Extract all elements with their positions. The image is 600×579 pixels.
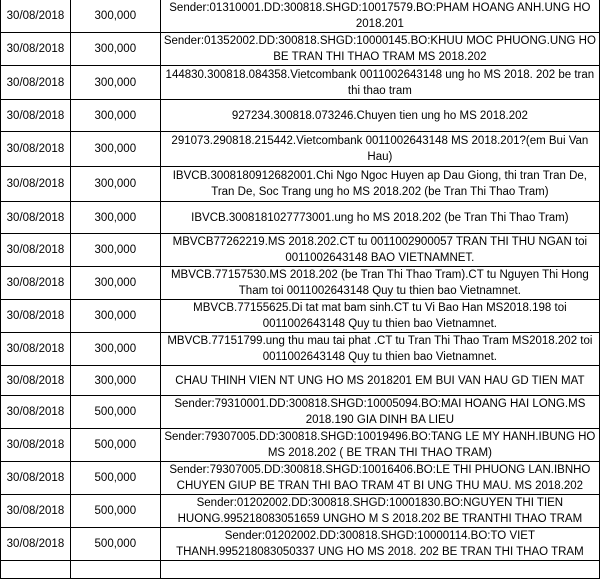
- cell-description: Sender:01202002.DD:300818.SHGD:10000114.BO:TO VIET THANH.995218083050337 UNG HO MS 2018. 202 BE TRAN THI THAO TRAM: [160, 528, 599, 561]
- cell-amount: 500,000: [70, 396, 160, 429]
- table-row: [1, 234, 600, 267]
- transactions-body: [1, 0, 600, 579]
- cell-amount: 300,000: [70, 202, 160, 234]
- cell-amount: 500,000: [70, 429, 160, 462]
- cell-description: Sender:79310001.DD:300818.SHGD:10005094.BO:MAI HOANG HAI LONG.MS 2018.190 GIA DINH BA LIEU: [160, 396, 599, 429]
- cell-date: 30/08/2018: [1, 396, 71, 429]
- cell-date: 30/08/2018: [1, 528, 71, 561]
- table-row: [1, 333, 600, 366]
- cell-date: 30/08/2018: [1, 300, 71, 333]
- table-row: [1, 528, 600, 561]
- table-row: [1, 100, 600, 132]
- table-row: [1, 167, 600, 202]
- cell-amount: 300,000: [70, 0, 160, 33]
- cell-description: MBVCB.77155625.Di tat mat bam sinh.CT tu Vi Bao Han MS2018.198 toi 0011002643148 Quy tu thien bao Vietnamnet.: [160, 300, 599, 333]
- cell-date: 30/08/2018: [1, 167, 71, 202]
- cell-description: CHAU THINH VIEN NT UNG HO MS 2018201 EM BUI VAN HAU GD TIEN MAT: [160, 366, 599, 396]
- cell-date: 30/08/2018: [1, 0, 71, 33]
- cell-amount: 300,000: [70, 167, 160, 202]
- cell-description: Sender:01310001.DD:300818.SHGD:10017579.BO:PHAM HOANG ANH.UNG HO 2018.201: [160, 0, 599, 33]
- table-row: [1, 561, 600, 579]
- table-row: [1, 0, 600, 33]
- cell-date: 30/08/2018: [1, 202, 71, 234]
- table-row: [1, 462, 600, 495]
- cell-amount: 300,000: [70, 333, 160, 366]
- cell-amount: 500,000: [70, 462, 160, 495]
- cell-date: [1, 561, 71, 579]
- cell-amount: 300,000: [70, 132, 160, 167]
- cell-date: 30/08/2018: [1, 100, 71, 132]
- cell-description: MBVCB.77157530.MS 2018.202 (be Tran Thi Thao Tram).CT tu Nguyen Thi Hong Tham toi 0011002643148 Quy tu thien bao Vietnamnet.: [160, 267, 599, 300]
- cell-date: 30/08/2018: [1, 462, 71, 495]
- cell-date: 30/08/2018: [1, 495, 71, 528]
- cell-date: 30/08/2018: [1, 132, 71, 167]
- table-row: [1, 366, 600, 396]
- cell-amount: 300,000: [70, 234, 160, 267]
- cell-amount: 500,000: [70, 528, 160, 561]
- cell-description: MBVCB.77151799.ung thu mau tai phat .CT tu Tran Thi Thao Tram MS2018.202 toi 0011002643148 Quy tu thien bao Vietnamnet.: [160, 333, 599, 366]
- cell-date: 30/08/2018: [1, 429, 71, 462]
- table-row: [1, 66, 600, 100]
- cell-date: 30/08/2018: [1, 267, 71, 300]
- cell-description: Sender:79307005.DD:300818.SHGD:10019496.BO:TANG LE MY HANH.IBUNG HO MS 2018.202 ( BE TRAN THI THAO TRAM): [160, 429, 599, 462]
- cell-date: 30/08/2018: [1, 66, 71, 100]
- cell-description: [160, 561, 599, 579]
- table-row: [1, 300, 600, 333]
- cell-amount: 300,000: [70, 66, 160, 100]
- cell-amount: 300,000: [70, 100, 160, 132]
- cell-amount: 300,000: [70, 366, 160, 396]
- cell-date: 30/08/2018: [1, 333, 71, 366]
- table-row: [1, 267, 600, 300]
- table-row: [1, 132, 600, 167]
- table-row: [1, 33, 600, 66]
- cell-description: 927234.300818.073246.Chuyen tien ung ho MS 2018.202: [160, 100, 599, 132]
- cell-date: 30/08/2018: [1, 33, 71, 66]
- cell-amount: 500,000: [70, 495, 160, 528]
- table-row: [1, 396, 600, 429]
- table-row: [1, 202, 600, 234]
- cell-description: Sender:01202002.DD:300818.SHGD:10001830.BO:NGUYEN THI TIEN HUONG.995218083051659 UNGHO M S 2018.202 BE TRANTHI THAO TRAM: [160, 495, 599, 528]
- cell-amount: 300,000: [70, 33, 160, 66]
- cell-date: 30/08/2018: [1, 366, 71, 396]
- cell-description: Sender:79307005.DD:300818.SHGD:10016406.BO:LE THI PHUONG LAN.IBNHO CHUYEN GIUP BE TRAN THI BAO TRAM 4T BI UNG THU MAU. MS 2018.202: [160, 462, 599, 495]
- cell-date: 30/08/2018: [1, 234, 71, 267]
- cell-description: 291073.290818.215442.Vietcombank 0011002643148 MS 2018.201?(em Bui Van Hau): [160, 132, 599, 167]
- cell-description: IBVCB.3008181027773001.ung ho MS 2018.202 (be Tran Thi Thao Tram): [160, 202, 599, 234]
- cell-amount: [70, 561, 160, 579]
- cell-description: MBVCB77262219.MS 2018.202.CT tu 0011002900057 TRAN THI THU NGAN toi 0011002643148 BAO VIETNAMNET.: [160, 234, 599, 267]
- table-row: [1, 429, 600, 462]
- cell-description: Sender:01352002.DD:300818.SHGD:10000145.BO:KHUU MOC PHUONG.UNG HO BE TRAN THI THAO TRAM MS 2018.202: [160, 33, 599, 66]
- cell-amount: 300,000: [70, 300, 160, 333]
- cell-amount: 300,000: [70, 267, 160, 300]
- cell-description: IBVCB.3008180912682001.Chi Ngo Ngoc Huyen ap Dau Giong, thi tran Tran De, Tran De, Soc Trang ung ho MS 2018.202 (be Tran Thi Thao Tram): [160, 167, 599, 202]
- table-row: [1, 495, 600, 528]
- cell-description: 144830.300818.084358.Vietcombank 0011002643148 ung ho MS 2018. 202 be tran thi thao tram: [160, 66, 599, 100]
